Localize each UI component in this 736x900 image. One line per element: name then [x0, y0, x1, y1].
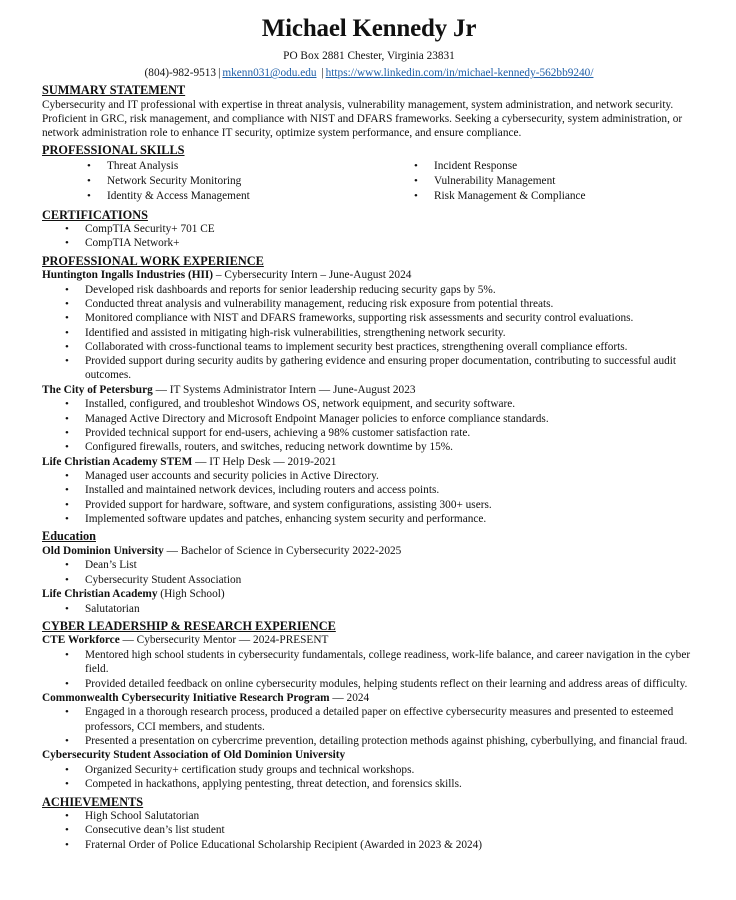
school-header-lca [42, 587, 696, 602]
list-item: • Presented a presentation on cybercrime prevention, detailing protection methods against phishing, cyberbullying, and financial fraud. [42, 734, 696, 748]
list-item: • Installed and maintained network devices, including routers and access points. [42, 483, 696, 497]
list-item: • Configured firewalls, routers, and switches, reducing network downtime by 15%. [42, 440, 696, 454]
school-detail: (High School) [157, 588, 225, 601]
leadership-bullets-cci [42, 705, 696, 748]
job-detail: — IT Help Desk — 2019-2021 [192, 455, 337, 468]
skills-heading: PROFESSIONAL SKILLS [42, 143, 185, 158]
job-bullets-petersburg [42, 397, 696, 454]
list-item: • Identified and assisted in mitigating high-risk vulnerabilities, strengthening network security. [42, 326, 696, 340]
phone-number: (804)-982-9513 [144, 67, 217, 79]
job-header-lca [42, 455, 696, 470]
list-item: • Collaborated with cross-functional teams to implement security best practices, strengthening overall compliance efforts. [42, 340, 696, 354]
candidate-name: Michael Kennedy Jr [261, 15, 477, 42]
leadership-org: Cybersecurity Student Association of Old Dominion University [42, 749, 346, 762]
mailing-address: PO Box 2881 Chester, Virginia 23831 [283, 50, 455, 62]
contact-separator: | [218, 67, 221, 79]
resume-page [42, 14, 696, 852]
list-item: • Fraternal Order of Police Educational Scholarship Recipient (Awarded in 2023 & 2024) [42, 838, 696, 852]
education-heading: Education [42, 529, 96, 544]
job-detail: — IT Systems Administrator Intern — June-August 2023 [152, 383, 416, 396]
list-item: • High School Salutatorian [42, 809, 696, 823]
list-item: • Incident Response [369, 159, 696, 173]
skills-left-list [42, 158, 369, 205]
school-org: Life Christian Academy [42, 588, 158, 601]
list-item: • Threat Analysis [42, 159, 369, 173]
list-item: • Monitored compliance with NIST and DFARS frameworks, supporting risk assessments and security control evaluations. [42, 311, 696, 325]
job-org: Life Christian Academy STEM [42, 455, 193, 468]
list-item: • Implemented software updates and patches, enhancing system security and performance. [42, 512, 696, 526]
job-bullets-lca [42, 469, 696, 526]
leadership-org: Commonwealth Cybersecurity Initiative Research Program [42, 691, 330, 704]
list-item: • Salutatorian [42, 602, 696, 616]
email-link[interactable]: mkenn031@odu.edu [222, 67, 317, 79]
leadership-header-cte [42, 633, 696, 648]
list-item: • CompTIA Security+ 701 CE [42, 222, 696, 236]
list-item: • Vulnerability Management [369, 174, 696, 188]
list-item: • Conducted threat analysis and vulnerability management, reducing risk exposure from potential threats. [42, 297, 696, 311]
list-item: • Identity & Access Management [42, 189, 369, 203]
list-item: • Provided support during security audits by gathering evidence and ensuring proper documentation, contributing to successful audit outcomes. [42, 354, 696, 383]
list-item: • Risk Management & Compliance [369, 189, 696, 203]
leadership-heading: CYBER LEADERSHIP & RESEARCH EXPERIENCE [42, 618, 336, 633]
summary-heading: SUMMARY STATEMENT [42, 83, 186, 97]
summary-text: Cybersecurity and IT professional with expertise in threat analysis, vulnerability management, system administration, and network security. Proficient in GRC, risk management, and compliance with NIST and DFARS frameworks. Seeking a cybersecurity, system administration, or network administration role to enhance IT security, optimize system performance, and ensure compliance. [42, 98, 683, 139]
list-item: • Provided detailed feedback on online cybersecurity modules, helping students reflect on their learning and address areas of difficulty. [42, 677, 696, 691]
leadership-org: CTE Workforce [42, 634, 120, 647]
school-header-odu [42, 544, 696, 559]
leadership-header-cci [42, 691, 696, 706]
school-bullets-odu [42, 558, 696, 587]
list-item: • Organized Security+ certification study groups and technical workshops. [42, 763, 696, 777]
skills-columns [42, 158, 696, 205]
leadership-header-csa [42, 748, 696, 763]
list-item: • Managed Active Directory and Microsoft Endpoint Manager policies to enforce compliance standards. [42, 412, 696, 426]
list-item: • Network Security Monitoring [42, 174, 369, 188]
leadership-bullets-cte [42, 648, 696, 691]
list-item: • CompTIA Network+ [42, 236, 696, 250]
job-header-hii [42, 268, 696, 283]
contact-line [42, 66, 696, 80]
certifications-heading: CERTIFICATIONS [42, 207, 148, 222]
job-detail: – Cybersecurity Intern – June-August 2024 [213, 269, 412, 282]
achievements-list [42, 809, 696, 852]
list-item: • Installed, configured, and troubleshot Windows OS, network equipment, and security software. [42, 397, 696, 411]
job-org: The City of Petersburg [42, 383, 153, 396]
certifications-list [42, 222, 696, 251]
school-detail: — Bachelor of Science in Cybersecurity 2022-2025 [163, 544, 402, 557]
job-org: Huntington Ingalls Industries (HII) [42, 269, 214, 282]
achievements-heading: ACHIEVEMENTS [42, 794, 144, 809]
linkedin-link[interactable]: https://www.linkedin.com/in/michael-kennedy-562bb9240/ [325, 67, 594, 79]
leadership-bullets-csa [42, 763, 696, 792]
skills-right-list [369, 158, 696, 205]
leadership-detail: — 2024 [329, 691, 370, 704]
experience-heading: PROFESSIONAL WORK EXPERIENCE [42, 253, 264, 268]
contact-separator: | [318, 67, 324, 79]
list-item: • Provided technical support for end-users, achieving a 98% customer satisfaction rate. [42, 426, 696, 440]
list-item: • Competed in hackathons, applying pentesting, threat detection, and forensics skills. [42, 777, 696, 791]
list-item: • Mentored high school students in cybersecurity fundamentals, college readiness, work-life balance, and career navigation in the cyber field. [42, 648, 696, 677]
school-org: Old Dominion University [42, 544, 164, 557]
list-item: • Managed user accounts and security policies in Active Directory. [42, 469, 696, 483]
leadership-detail: — Cybersecurity Mentor — 2024-PRESENT [119, 634, 329, 647]
list-item: • Engaged in a thorough research process, produced a detailed paper on effective cybersecurity measures and presented to esteemed professors, CCI members, and students. [42, 705, 696, 734]
list-item: • Provided support for hardware, software, and system configurations, assisting 300+ users. [42, 498, 696, 512]
job-header-petersburg [42, 383, 696, 398]
job-bullets-hii [42, 283, 696, 383]
list-item: • Cybersecurity Student Association [42, 573, 696, 587]
list-item: • Developed risk dashboards and reports for senior leadership reducing security gaps by 5%. [42, 283, 696, 297]
school-bullets-lca [42, 602, 696, 616]
list-item: • Dean’s List [42, 558, 696, 572]
list-item: • Consecutive dean’s list student [42, 823, 696, 837]
